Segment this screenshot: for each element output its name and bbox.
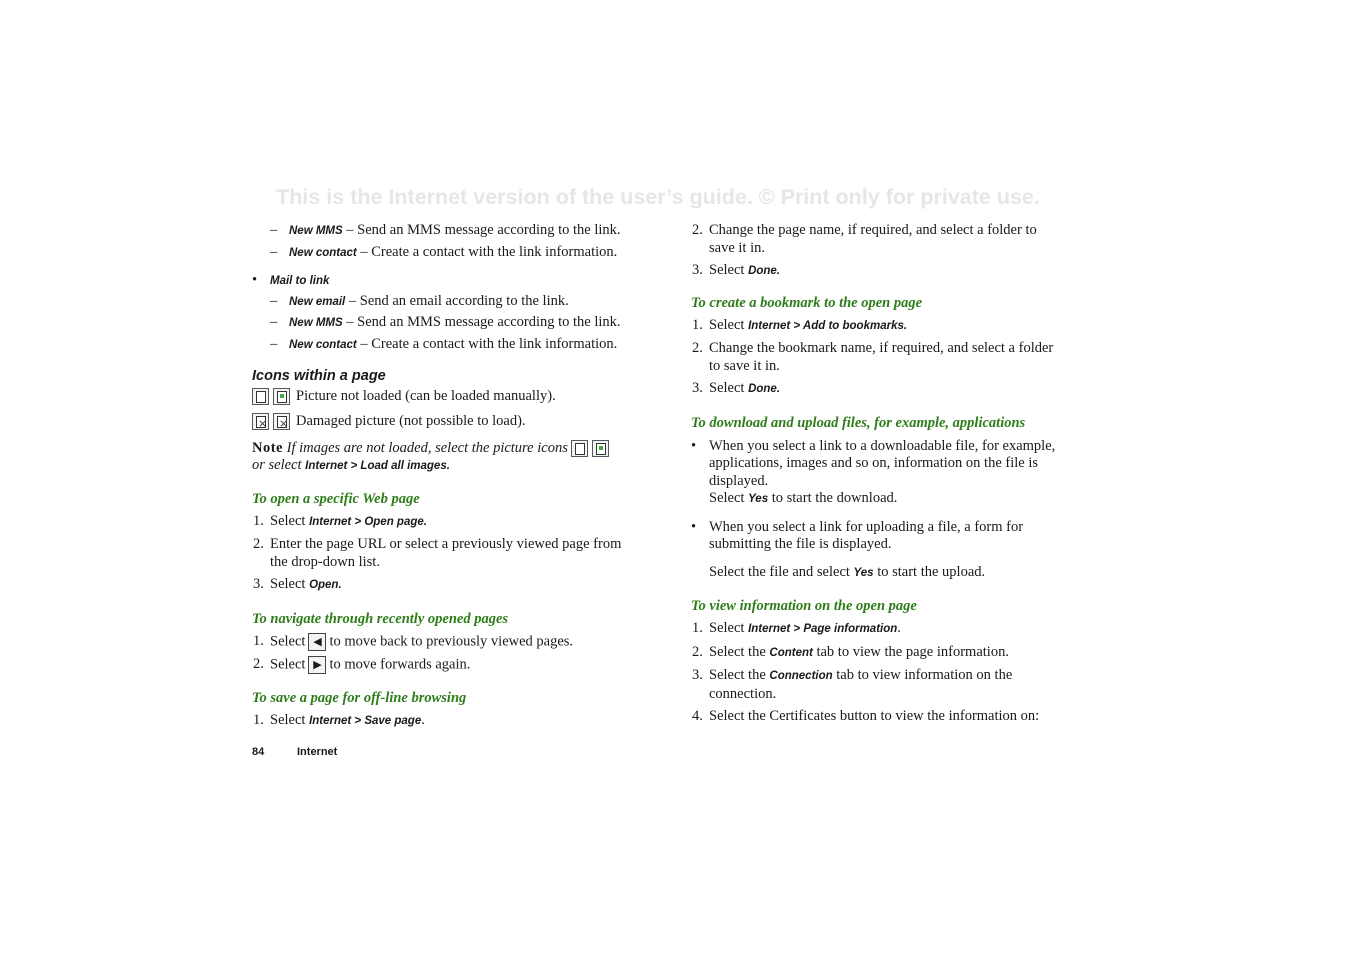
item-text: – Send an MMS message according to the link. — [342, 222, 621, 238]
bullet-marker: • — [691, 518, 697, 535]
step-text: Select — [270, 656, 306, 672]
step-text: Select the Certificates button to view the information on: — [709, 708, 1040, 724]
step — [252, 536, 632, 571]
damaged-picture-icon — [273, 413, 290, 430]
list-item — [691, 519, 1066, 554]
step-text: to move back to previously viewed pages. — [329, 633, 574, 649]
ui-term: Done. — [748, 265, 781, 277]
note-text: or select — [252, 456, 302, 473]
ui-term: Yes — [853, 566, 874, 579]
step-text: Select — [270, 512, 310, 529]
step — [691, 644, 1066, 663]
step — [691, 262, 1066, 281]
list-item: – New contact – Create a contact with the link information. — [270, 243, 618, 260]
list-item: – New MMS – Send an MMS message according to the link. — [270, 222, 621, 238]
step-number: 2. — [692, 643, 703, 660]
note-label: Note — [252, 439, 283, 456]
back-arrow-icon: ◀ — [308, 633, 326, 651]
step-text: Select the — [709, 643, 770, 660]
task-heading: To download and upload files, for example, applications — [691, 414, 1026, 431]
ui-term: New contact — [289, 246, 357, 259]
ui-term: New contact — [289, 338, 357, 351]
step-text: Select — [709, 316, 749, 333]
item-text: – Create a contact with the link information. — [356, 243, 618, 260]
damaged-picture-icon — [252, 413, 269, 430]
item-text: – Send an MMS message according to the link. — [342, 314, 621, 330]
step — [252, 633, 632, 651]
step-text: tab to view information on the connection. — [709, 667, 1013, 702]
note-text: If images are not loaded, select the picture icons — [286, 439, 568, 456]
step-text: Select — [709, 380, 749, 396]
step-number: 3. — [692, 667, 703, 683]
ui-term: Internet > Load all images. — [305, 459, 450, 472]
forward-arrow-icon: ▶ — [308, 656, 326, 674]
task-heading: To save a page for off-line browsing — [252, 689, 467, 706]
watermark: This is the Internet version of the user’s guide. © Print only for private use. — [276, 185, 1040, 209]
step-text: Change the bookmark name, if required, and select a folder to save it in. — [709, 340, 1054, 374]
step-number: 1. — [253, 632, 264, 649]
bullet-marker: • — [691, 437, 697, 454]
step-number: 1. — [253, 711, 264, 728]
ui-term: Internet > Open page. — [309, 515, 427, 528]
step — [252, 576, 632, 595]
item-text: When you select a link to a downloadable file, for example, applications, images and so on, information on the file is displayed. — [709, 437, 1056, 489]
section-name: Internet — [297, 746, 338, 758]
ui-term: Mail to link — [270, 274, 330, 287]
ui-term: Yes — [748, 493, 769, 505]
step-text: Select — [270, 711, 310, 728]
step — [691, 620, 1066, 639]
icon-text: Picture not loaded (can be loaded manually). — [296, 387, 556, 404]
list-item — [691, 438, 1066, 509]
step-text: to move forwards again. — [329, 656, 471, 672]
step-number: 1. — [692, 620, 703, 636]
item-text: – Send an email according to the link. — [345, 292, 569, 309]
item-text: When you select a link for uploading a file, a form for submitting the file is displayed. — [709, 518, 1024, 552]
item-text: to start the download. — [768, 490, 898, 506]
step — [691, 317, 1066, 336]
ui-term: Content — [769, 646, 813, 659]
item-text: – Create a contact with the link information. — [356, 335, 618, 352]
step-text: Enter the page URL or select a previously viewed page from the drop-down list. — [270, 536, 622, 570]
ui-term: Internet > Add to bookmarks. — [748, 319, 908, 332]
ui-term: Connection — [769, 670, 833, 682]
step — [691, 222, 1066, 257]
step — [691, 708, 1066, 726]
step-number: 2. — [253, 536, 264, 553]
icon-text: Damaged picture (not possible to load). — [296, 412, 526, 429]
step-number: 2. — [692, 222, 703, 238]
right-column — [691, 222, 1066, 726]
step-text: Select — [709, 620, 749, 636]
task-heading: To open a specific Web page — [252, 490, 420, 507]
para-text: Select the file and select — [709, 563, 854, 580]
list-item — [252, 272, 632, 290]
ui-term: New email — [289, 295, 346, 308]
ui-term: Internet > Page information — [748, 623, 898, 635]
step-text: . — [421, 711, 425, 728]
bullet-marker: • — [252, 271, 258, 288]
task-heading: To view information on the open page — [691, 598, 917, 614]
step-number: 1. — [253, 512, 264, 529]
picture-loaded-icon — [273, 388, 290, 405]
page-number: 84 — [252, 746, 265, 758]
left-column — [252, 222, 632, 730]
step-text: Select — [270, 633, 306, 649]
step-text: . — [897, 620, 901, 636]
icon-description — [252, 413, 632, 430]
ui-term: Open. — [309, 579, 342, 592]
step — [691, 340, 1066, 375]
step-number: 4. — [692, 708, 703, 724]
task-heading: To navigate through recently opened pages — [252, 610, 509, 627]
step — [252, 656, 632, 674]
list-item: – New contact – Create a contact with the link information. — [270, 335, 618, 352]
step-number: 1. — [692, 316, 703, 333]
step-number: 3. — [692, 262, 703, 278]
paragraph — [691, 564, 1066, 583]
page-footer — [252, 746, 337, 758]
step — [252, 513, 632, 532]
step — [691, 380, 1066, 399]
para-text: to start the upload. — [873, 563, 986, 580]
list-item: – New MMS – Send an MMS message according to the link. — [270, 314, 621, 330]
step-number: 2. — [253, 655, 264, 672]
icon-description — [252, 388, 632, 405]
item-text: Select — [709, 490, 749, 506]
ui-term: New MMS — [289, 225, 343, 237]
step-text: Select — [709, 262, 749, 278]
step-text: Select the — [709, 667, 770, 683]
step — [252, 712, 632, 731]
note — [252, 440, 632, 475]
list-item: – New email – Send an email according to the link. — [270, 292, 569, 309]
step-text: Select — [270, 576, 310, 593]
step — [691, 667, 1066, 703]
task-heading: To create a bookmark to the open page — [691, 294, 923, 311]
ui-term: Done. — [748, 383, 781, 395]
step-text: tab to view the page information. — [812, 643, 1009, 660]
step-number: 2. — [692, 340, 703, 356]
step-number: 3. — [692, 380, 703, 396]
picture-icon — [252, 388, 269, 405]
step-number: 3. — [253, 576, 264, 593]
picture-icon — [571, 440, 588, 457]
ui-term: Internet > Save page — [309, 714, 422, 727]
picture-loaded-icon — [592, 440, 609, 457]
section-heading: Icons within a page — [252, 367, 386, 384]
step-text: Change the page name, if required, and select a folder to save it in. — [709, 222, 1037, 256]
ui-term: New MMS — [289, 317, 343, 329]
